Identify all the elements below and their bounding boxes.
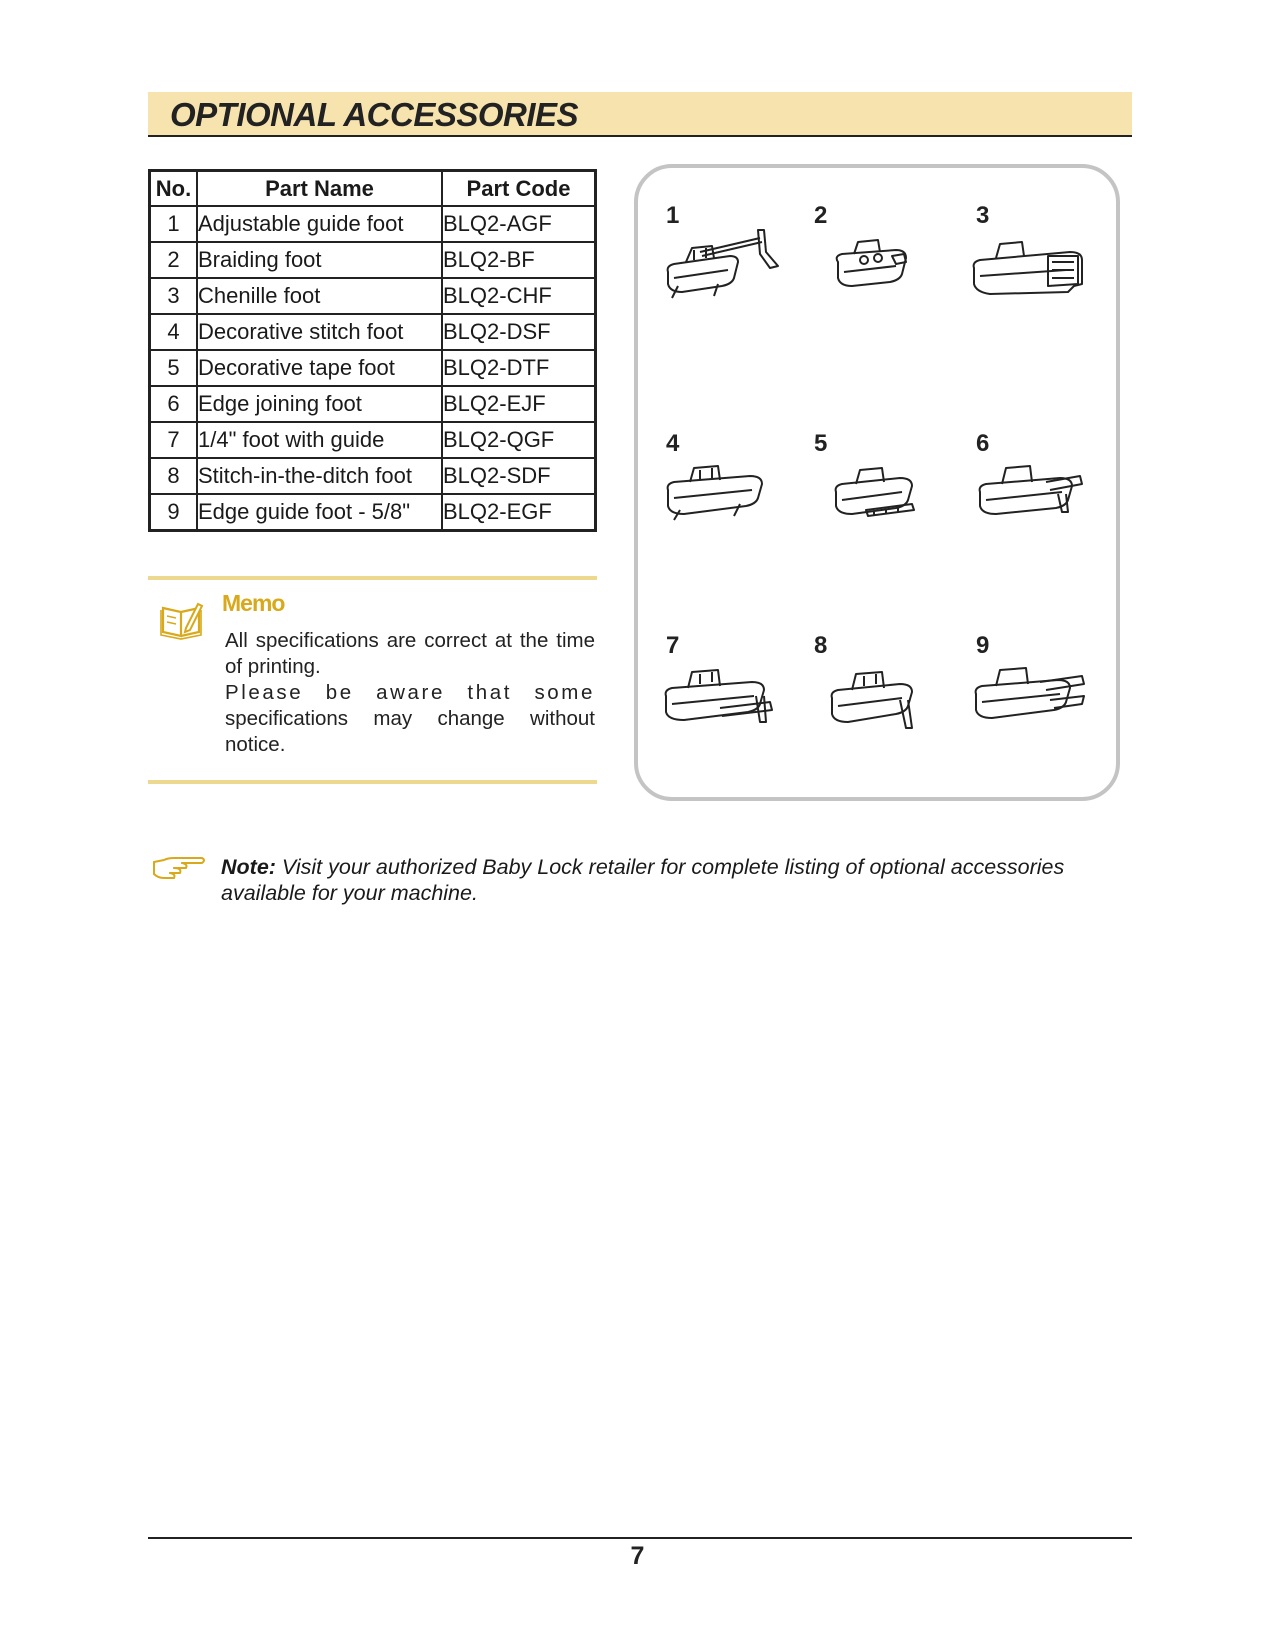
- foot-number: 7: [666, 632, 680, 659]
- chenille-foot-icon: [970, 226, 1090, 306]
- edge-joining-foot-icon: [970, 454, 1090, 534]
- quarter-inch-foot-with-guide-icon: [660, 656, 780, 736]
- foot-number: 3: [976, 202, 990, 229]
- parts-table: [148, 169, 597, 532]
- decorative-stitch-foot-icon: [660, 454, 780, 534]
- foot-number: 2: [814, 202, 828, 229]
- cell-no: 3: [150, 278, 198, 314]
- table-row: [150, 350, 596, 386]
- foot-number: 8: [814, 632, 828, 659]
- note-body: Visit your authorized Baby Lock retailer for complete listing of optional accessories available for your machine.: [221, 855, 1065, 905]
- presser-feet-panel: [634, 164, 1120, 801]
- braiding-foot-icon: [808, 226, 928, 306]
- table-row: [150, 458, 596, 494]
- table-row: [150, 206, 596, 242]
- memo-line-2-spaced: Please be aware that some: [225, 681, 595, 704]
- foot-number: 9: [976, 632, 990, 659]
- cell-no: 7: [150, 422, 198, 458]
- cell-part-code: BLQ2-DSF: [442, 314, 596, 350]
- stitch-in-the-ditch-foot-icon: [808, 656, 928, 736]
- cell-no: 4: [150, 314, 198, 350]
- adjustable-guide-foot-icon: [660, 226, 780, 306]
- section-header: [148, 92, 1132, 137]
- table-row: [150, 422, 596, 458]
- memo-line-2-rest: specifications may change without notice.: [225, 707, 595, 756]
- cell-part-name: 1/4" foot with guide: [197, 422, 442, 458]
- cell-part-name: Adjustable guide foot: [197, 206, 442, 242]
- cell-part-code: BLQ2-AGF: [442, 206, 596, 242]
- header-part-code: Part Code: [442, 171, 596, 207]
- table-row: [150, 386, 596, 422]
- cell-no: 6: [150, 386, 198, 422]
- memo-box: [148, 576, 597, 784]
- memo-line-1: All specifications are correct at the time of printing.: [225, 629, 595, 678]
- foot-number: 5: [814, 430, 828, 457]
- header-part-name: Part Name: [197, 171, 442, 207]
- pointing-hand-icon: [152, 854, 206, 882]
- decorative-tape-foot-icon: [808, 454, 928, 534]
- cell-part-name: Decorative stitch foot: [197, 314, 442, 350]
- foot-number: 6: [976, 430, 990, 457]
- cell-part-code: BLQ2-CHF: [442, 278, 596, 314]
- table-row: [150, 494, 596, 531]
- memo-title: Memo: [222, 590, 285, 616]
- cell-part-name: Chenille foot: [197, 278, 442, 314]
- cell-part-code: BLQ2-SDF: [442, 458, 596, 494]
- cell-no: 2: [150, 242, 198, 278]
- table-row: [150, 314, 596, 350]
- cell-part-name: Edge joining foot: [197, 386, 442, 422]
- cell-part-name: Decorative tape foot: [197, 350, 442, 386]
- footer-divider: [148, 1537, 1132, 1539]
- cell-part-code: BLQ2-QGF: [442, 422, 596, 458]
- memo-text: [225, 628, 595, 758]
- edge-guide-foot-icon: [970, 656, 1090, 736]
- cell-no: 5: [150, 350, 198, 386]
- table-header-row: [150, 171, 596, 207]
- cell-part-code: BLQ2-EGF: [442, 494, 596, 531]
- cell-part-name: Stitch-in-the-ditch foot: [197, 458, 442, 494]
- cell-part-code: BLQ2-BF: [442, 242, 596, 278]
- page-title: OPTIONAL ACCESSORIES: [170, 96, 579, 133]
- table-row: [150, 278, 596, 314]
- cell-no: 1: [150, 206, 198, 242]
- table-row: [150, 242, 596, 278]
- cell-no: 8: [150, 458, 198, 494]
- cell-part-code: BLQ2-DTF: [442, 350, 596, 386]
- cell-part-code: BLQ2-EJF: [442, 386, 596, 422]
- cell-no: 9: [150, 494, 198, 531]
- memo-book-pencil-icon: [160, 600, 204, 640]
- page-number: 7: [630, 1542, 645, 1570]
- cell-part-name: Edge guide foot - 5/8": [197, 494, 442, 531]
- cell-part-name: Braiding foot: [197, 242, 442, 278]
- header-no: No.: [150, 171, 198, 207]
- note-label: Note:: [221, 855, 276, 879]
- foot-number: 1: [666, 202, 680, 229]
- note-text: [221, 854, 1131, 906]
- foot-number: 4: [666, 430, 680, 457]
